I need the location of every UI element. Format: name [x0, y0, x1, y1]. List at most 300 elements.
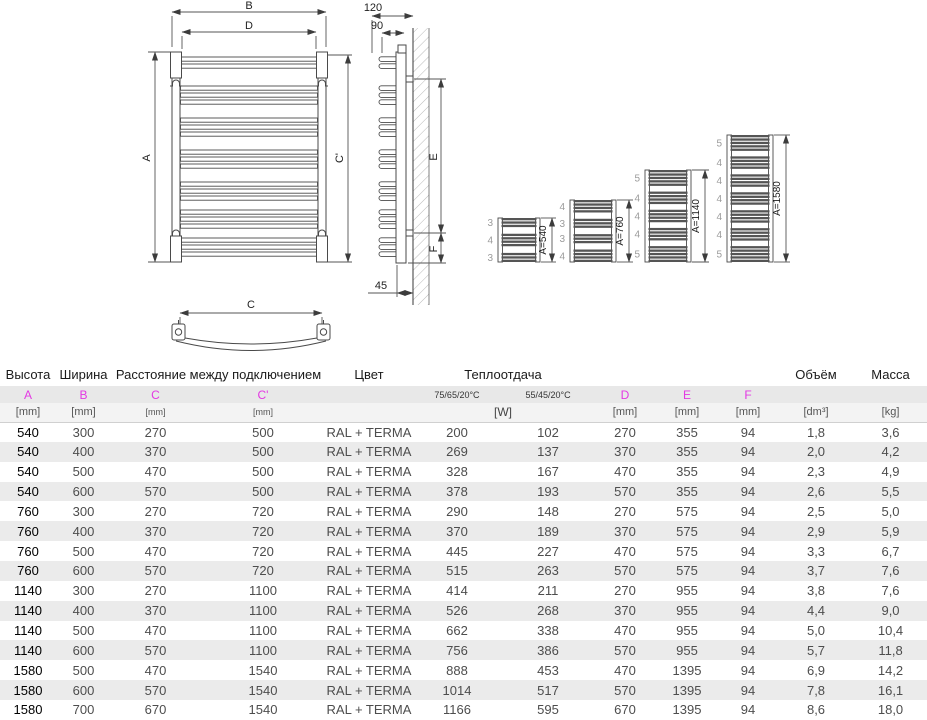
cell-f: 94 — [740, 563, 756, 579]
cell-w55: 148 — [537, 503, 559, 519]
variant-tube — [731, 163, 770, 165]
tube-count-label: 4 — [634, 229, 640, 241]
variant-tube — [649, 217, 688, 219]
cell-b: 400 — [72, 603, 95, 619]
cell-w55: 193 — [537, 484, 559, 499]
variant-tube — [649, 180, 688, 182]
cell-f: 94 — [740, 702, 756, 718]
letter-e: E — [683, 387, 692, 402]
cell-mass: 5,9 — [881, 523, 900, 539]
variant-tube — [649, 192, 688, 194]
unit-mm: [mm] — [253, 407, 273, 418]
cell-color: RAL + TERMA — [326, 583, 412, 599]
variant-tube — [649, 228, 688, 230]
dim-c-label: C — [247, 299, 255, 311]
cell-d: 670 — [614, 702, 636, 718]
variant-tube — [731, 142, 770, 144]
letter-c2: C' — [257, 387, 269, 402]
variant-tube — [649, 202, 688, 204]
variant-tube — [731, 167, 770, 169]
cell-e: 955 — [676, 642, 698, 658]
cell-mass: 14,2 — [877, 662, 904, 678]
left-collector-top-cap — [171, 52, 182, 78]
tube-count-label: 4 — [716, 211, 722, 223]
variant-tube — [649, 195, 688, 197]
cell-c: 270 — [144, 583, 167, 599]
table-body — [0, 422, 927, 720]
tube-count-label: 4 — [559, 201, 565, 213]
cell-a: 1140 — [14, 583, 42, 599]
cell-d: 470 — [614, 623, 636, 639]
cell-a: 540 — [17, 444, 39, 460]
variant-tube — [574, 250, 613, 252]
table-row — [0, 561, 927, 581]
table-row — [0, 700, 927, 720]
tube-count-label: 4 — [487, 235, 493, 247]
table-row — [0, 442, 927, 462]
variant-tube — [731, 235, 770, 237]
cell-f: 94 — [740, 682, 756, 698]
cell-a: 760 — [17, 563, 39, 579]
variant-tube — [574, 203, 613, 205]
cell-a: 760 — [17, 543, 39, 559]
tube-bottom-edge — [176, 341, 326, 351]
variant-tube — [731, 138, 770, 140]
cell-f: 94 — [740, 583, 756, 599]
cell-mass: 4,2 — [881, 444, 900, 460]
variant-tube — [574, 260, 613, 262]
cell-b: 500 — [72, 662, 95, 678]
variant-height-label: A=760 — [615, 216, 626, 246]
variant-tube — [574, 222, 613, 224]
cell-w55: 453 — [537, 662, 559, 678]
cell-w55: 386 — [537, 642, 559, 658]
side-bracket — [406, 76, 413, 82]
header-heat-output: Теплоотдача — [464, 366, 542, 382]
cell-a: 1140 — [14, 603, 42, 619]
cell-e: 1395 — [672, 662, 702, 678]
cell-c2: 1100 — [249, 642, 277, 658]
cell-c: 470 — [144, 662, 167, 678]
cell-vol: 2,0 — [806, 444, 826, 460]
cell-d: 570 — [614, 682, 636, 698]
cell-c2: 1100 — [249, 623, 277, 639]
cell-mass: 5,0 — [881, 503, 900, 519]
cell-b: 500 — [72, 543, 95, 559]
cell-mass: 16,1 — [877, 682, 904, 698]
cell-a: 1580 — [13, 702, 43, 718]
cell-b: 400 — [72, 444, 95, 460]
variant-tube — [731, 256, 770, 258]
variant-tube — [649, 260, 688, 262]
cell-f: 94 — [740, 464, 756, 480]
variant-tube — [502, 234, 537, 236]
cell-a: 1580 — [13, 662, 43, 678]
cell-d: 570 — [614, 563, 636, 579]
cell-a: 1140 — [14, 642, 42, 658]
variant-tube — [731, 160, 770, 162]
dim-f-label: F — [428, 245, 440, 253]
cell-vol: 4,4 — [806, 603, 826, 619]
dim-45-label: 45 — [374, 280, 388, 292]
variant-tube — [649, 170, 688, 172]
tube-count-label: 4 — [559, 251, 565, 263]
tube — [181, 93, 318, 97]
cell-vol: 1,8 — [806, 424, 826, 440]
variant-tube — [731, 228, 770, 230]
cell-w75: 526 — [446, 603, 468, 619]
variant-tube — [731, 196, 770, 198]
variant-tube — [574, 219, 613, 221]
tube-count-label: 5 — [634, 249, 640, 261]
side-view — [364, 2, 446, 305]
front-view — [141, 0, 352, 262]
table-row — [0, 621, 927, 641]
cell-vol: 8,6 — [806, 702, 826, 718]
variant-tube — [574, 241, 613, 243]
cell-d: 270 — [614, 503, 636, 519]
cell-e: 355 — [676, 444, 698, 460]
cell-d: 370 — [614, 523, 636, 539]
tube-count-label: 4 — [634, 211, 640, 223]
unit-kg: [kg] — [881, 406, 900, 419]
cell-vol: 2,5 — [806, 503, 826, 519]
variant-tube — [502, 218, 537, 220]
unit-dm3: [dm³] — [803, 406, 829, 419]
side-collector-cap — [398, 45, 406, 53]
variant-tube — [731, 199, 770, 201]
table-row — [0, 680, 927, 700]
variant-height-label: A=1580 — [772, 181, 783, 216]
tube — [181, 182, 318, 186]
variant-rail — [727, 135, 732, 262]
variant-tube — [574, 256, 613, 258]
temp-75: 75/65/20°C — [434, 389, 480, 400]
unit-mm: [mm] — [15, 406, 41, 419]
dim-a-label: A — [141, 154, 153, 162]
unit-w: [W] — [494, 405, 512, 420]
cell-c2: 720 — [252, 503, 274, 519]
cell-d: 570 — [614, 642, 636, 658]
variant-tube — [502, 221, 537, 223]
cell-c: 270 — [144, 503, 167, 519]
cell-w75: 200 — [446, 424, 468, 440]
cell-w75: 414 — [446, 583, 468, 599]
tube — [181, 210, 318, 214]
cell-color: RAL + TERMA — [326, 702, 412, 718]
cell-e: 575 — [676, 523, 698, 539]
variant-rail — [570, 200, 575, 262]
tube — [181, 64, 318, 68]
header-row-letters — [0, 386, 927, 403]
top-view — [172, 299, 330, 351]
variant-tube — [731, 250, 770, 252]
cell-d: 470 — [614, 543, 636, 559]
unit-mm: [mm] — [145, 407, 166, 418]
cell-d: 470 — [614, 662, 636, 678]
cell-c: 470 — [144, 464, 167, 480]
cell-b: 300 — [72, 503, 95, 519]
tube — [181, 217, 318, 221]
variant-tube — [649, 213, 688, 215]
variant-tube — [731, 246, 770, 248]
cell-c: 370 — [144, 603, 167, 619]
cell-w55: 517 — [537, 682, 559, 698]
tube — [181, 164, 318, 168]
cell-e: 355 — [676, 464, 698, 480]
cell-f: 94 — [740, 424, 756, 440]
cell-b: 600 — [72, 484, 95, 499]
cell-color: RAL + TERMA — [326, 623, 412, 639]
header-volume: Объём — [795, 366, 837, 382]
cell-c2: 1540 — [248, 662, 278, 678]
header-color: Цвет — [354, 366, 384, 382]
header-width: Ширина — [59, 366, 108, 382]
cell-color: RAL + TERMA — [326, 642, 412, 658]
letter-b: B — [79, 387, 88, 402]
dim-d-label: D — [245, 20, 253, 32]
cell-w55: 137 — [537, 444, 559, 460]
tube-count-label: 4 — [716, 194, 722, 205]
cell-color: RAL + TERMA — [326, 543, 412, 559]
cell-vol: 5,0 — [806, 623, 826, 639]
header-height: Высота — [5, 366, 51, 382]
variant-rail — [498, 218, 503, 262]
cell-w75: 1166 — [443, 702, 471, 718]
cell-color: RAL + TERMA — [326, 603, 412, 619]
cell-w55: 338 — [537, 623, 559, 639]
variant-tube — [649, 198, 688, 200]
cell-mass: 7,6 — [881, 583, 900, 599]
left-collector-bottom-cap — [171, 236, 182, 262]
connector-fitting — [317, 324, 330, 340]
cell-w75: 515 — [446, 563, 468, 579]
unit-mm: [mm] — [612, 406, 638, 419]
cell-e: 575 — [676, 503, 698, 519]
spec-table-wrap — [0, 362, 927, 720]
variant-tube — [731, 145, 770, 147]
tube-count-label: 5 — [634, 173, 640, 185]
cell-mass: 5,5 — [881, 484, 900, 499]
variant-tube — [574, 253, 613, 255]
cell-w55: 227 — [537, 543, 559, 559]
cell-w55: 263 — [537, 563, 559, 579]
variant-tube — [649, 250, 688, 252]
tube-count-label: 4 — [716, 176, 722, 188]
variant-tube — [731, 210, 770, 212]
tube — [181, 118, 318, 122]
cell-c2: 720 — [252, 523, 274, 539]
unit-mm: [mm] — [674, 406, 700, 419]
tube-count-label: 4 — [716, 229, 722, 241]
tube — [181, 189, 318, 193]
variant-tube — [574, 207, 613, 209]
right-collector-top-cap — [317, 52, 328, 78]
cell-color: RAL + TERMA — [326, 424, 412, 440]
cell-color: RAL + TERMA — [326, 523, 412, 539]
cell-color: RAL + TERMA — [326, 444, 412, 460]
cell-w75: 378 — [446, 484, 468, 499]
cell-a: 540 — [17, 484, 39, 499]
cell-d: 270 — [614, 583, 636, 599]
cell-c: 670 — [144, 702, 167, 718]
cell-d: 270 — [614, 424, 636, 440]
cell-w55: 189 — [537, 523, 559, 539]
cell-color: RAL + TERMA — [326, 682, 412, 698]
variant-tube — [574, 200, 613, 202]
cell-w55: 268 — [537, 603, 559, 619]
cell-vol: 7,8 — [806, 682, 826, 698]
cell-c: 470 — [144, 543, 167, 559]
tube — [181, 224, 318, 228]
variant-tube — [502, 256, 537, 258]
letter-a: A — [23, 387, 32, 402]
variant-tube — [574, 226, 613, 228]
cell-mass: 10,4 — [877, 623, 904, 639]
cell-vol: 5,7 — [806, 642, 826, 658]
variant-tube — [502, 244, 537, 246]
cell-a: 760 — [17, 503, 39, 519]
tube-count-label: 3 — [487, 218, 493, 230]
cell-a: 1580 — [13, 682, 43, 698]
cell-mass: 18,0 — [877, 702, 904, 718]
tube — [181, 157, 318, 161]
cell-e: 955 — [676, 623, 698, 639]
tube-count-label: 5 — [716, 249, 722, 261]
variant-tube — [649, 173, 688, 175]
table-row — [0, 660, 927, 680]
wall-hatch — [413, 28, 429, 305]
variant-tube — [731, 192, 770, 194]
variant-drawing — [716, 135, 790, 262]
tube-count-label: 4 — [716, 158, 722, 170]
cell-c: 470 — [144, 623, 167, 639]
cell-f: 94 — [740, 642, 756, 658]
cell-a: 1140 — [14, 623, 42, 639]
unit-mm: [mm] — [71, 406, 96, 419]
tube — [181, 196, 318, 200]
cell-color: RAL + TERMA — [326, 662, 412, 678]
tube-count-label: 3 — [487, 252, 493, 264]
variant-tube — [731, 178, 770, 180]
tube — [181, 86, 318, 90]
dim-e-label: E — [428, 153, 440, 161]
variant-tube — [502, 253, 537, 255]
cell-f: 94 — [740, 523, 756, 539]
cell-w75: 269 — [446, 444, 468, 460]
table-row — [0, 581, 927, 601]
dim-90-label: 90 — [370, 20, 384, 32]
cell-b: 300 — [72, 424, 95, 440]
cell-c: 570 — [144, 682, 167, 698]
cell-w75: 756 — [446, 642, 468, 658]
header-row-titles — [0, 362, 927, 386]
variant-tube — [649, 238, 688, 240]
table-row — [0, 422, 927, 442]
variant-tube — [574, 210, 613, 212]
letter-c: C — [151, 387, 160, 402]
cell-a: 540 — [17, 424, 39, 440]
cell-e: 355 — [676, 424, 698, 440]
variant-tube — [502, 260, 537, 262]
cell-w75: 888 — [446, 662, 468, 678]
cell-c2: 1540 — [248, 702, 278, 718]
spec-table — [0, 362, 927, 720]
cell-b: 300 — [72, 583, 95, 599]
cell-e: 1395 — [672, 682, 702, 698]
temp-55: 55/45/20°C — [525, 389, 571, 400]
variant-tube — [731, 202, 770, 204]
variant-tube — [502, 241, 537, 243]
tube — [181, 252, 318, 256]
tube-count-label: 5 — [716, 138, 722, 150]
tube-top-edge — [185, 338, 317, 344]
cell-d: 370 — [614, 603, 636, 619]
variant-tube — [731, 135, 770, 137]
right-collector-bottom-cap — [317, 236, 328, 262]
cell-c: 270 — [144, 424, 167, 440]
cell-e: 955 — [676, 603, 698, 619]
cell-b: 500 — [72, 623, 95, 639]
cell-vol: 3,7 — [806, 563, 826, 579]
dim-b-label: B — [245, 0, 253, 12]
cell-c2: 1100 — [249, 603, 277, 619]
dim-120-label: 120 — [363, 2, 383, 14]
cell-c: 370 — [144, 444, 167, 460]
cell-mass: 6,7 — [881, 543, 900, 559]
variant-tube — [731, 253, 770, 255]
size-variants — [487, 135, 790, 264]
cell-c2: 720 — [252, 543, 274, 559]
cell-mass: 11,8 — [878, 642, 903, 658]
cell-mass: 3,6 — [881, 424, 900, 440]
cell-c2: 500 — [252, 444, 274, 460]
header-distance: Расстояние между подключением — [115, 366, 322, 382]
cell-b: 600 — [72, 682, 95, 698]
cell-vol: 2,6 — [806, 484, 826, 499]
cell-b: 700 — [72, 702, 95, 718]
cell-b: 400 — [72, 523, 95, 539]
side-collector-bar — [396, 52, 406, 263]
dim-c2-label: C' — [334, 152, 346, 164]
cell-e: 575 — [676, 543, 698, 559]
variant-drawing — [559, 200, 633, 262]
variant-height-label: A=1140 — [691, 198, 702, 234]
cell-w55: 167 — [537, 464, 559, 480]
cell-c2: 500 — [252, 484, 274, 499]
variant-tube — [731, 156, 770, 158]
cell-f: 94 — [740, 623, 756, 639]
cell-f: 94 — [740, 503, 756, 519]
cell-color: RAL + TERMA — [326, 563, 412, 579]
variant-tube — [649, 220, 688, 222]
cell-f: 94 — [740, 662, 756, 678]
variant-tube — [502, 237, 537, 239]
variant-tube — [649, 253, 688, 255]
cell-c2: 500 — [252, 424, 274, 440]
variant-tube — [731, 149, 770, 151]
table-row — [0, 521, 927, 541]
cell-vol: 2,9 — [806, 523, 826, 539]
unit-mm: [mm] — [735, 406, 761, 419]
cell-b: 600 — [72, 642, 95, 658]
cell-b: 600 — [72, 563, 95, 579]
cell-a: 760 — [17, 523, 39, 539]
variant-tube — [649, 184, 688, 186]
side-bracket — [406, 230, 413, 236]
cell-e: 575 — [676, 563, 698, 579]
variant-tube — [649, 256, 688, 258]
